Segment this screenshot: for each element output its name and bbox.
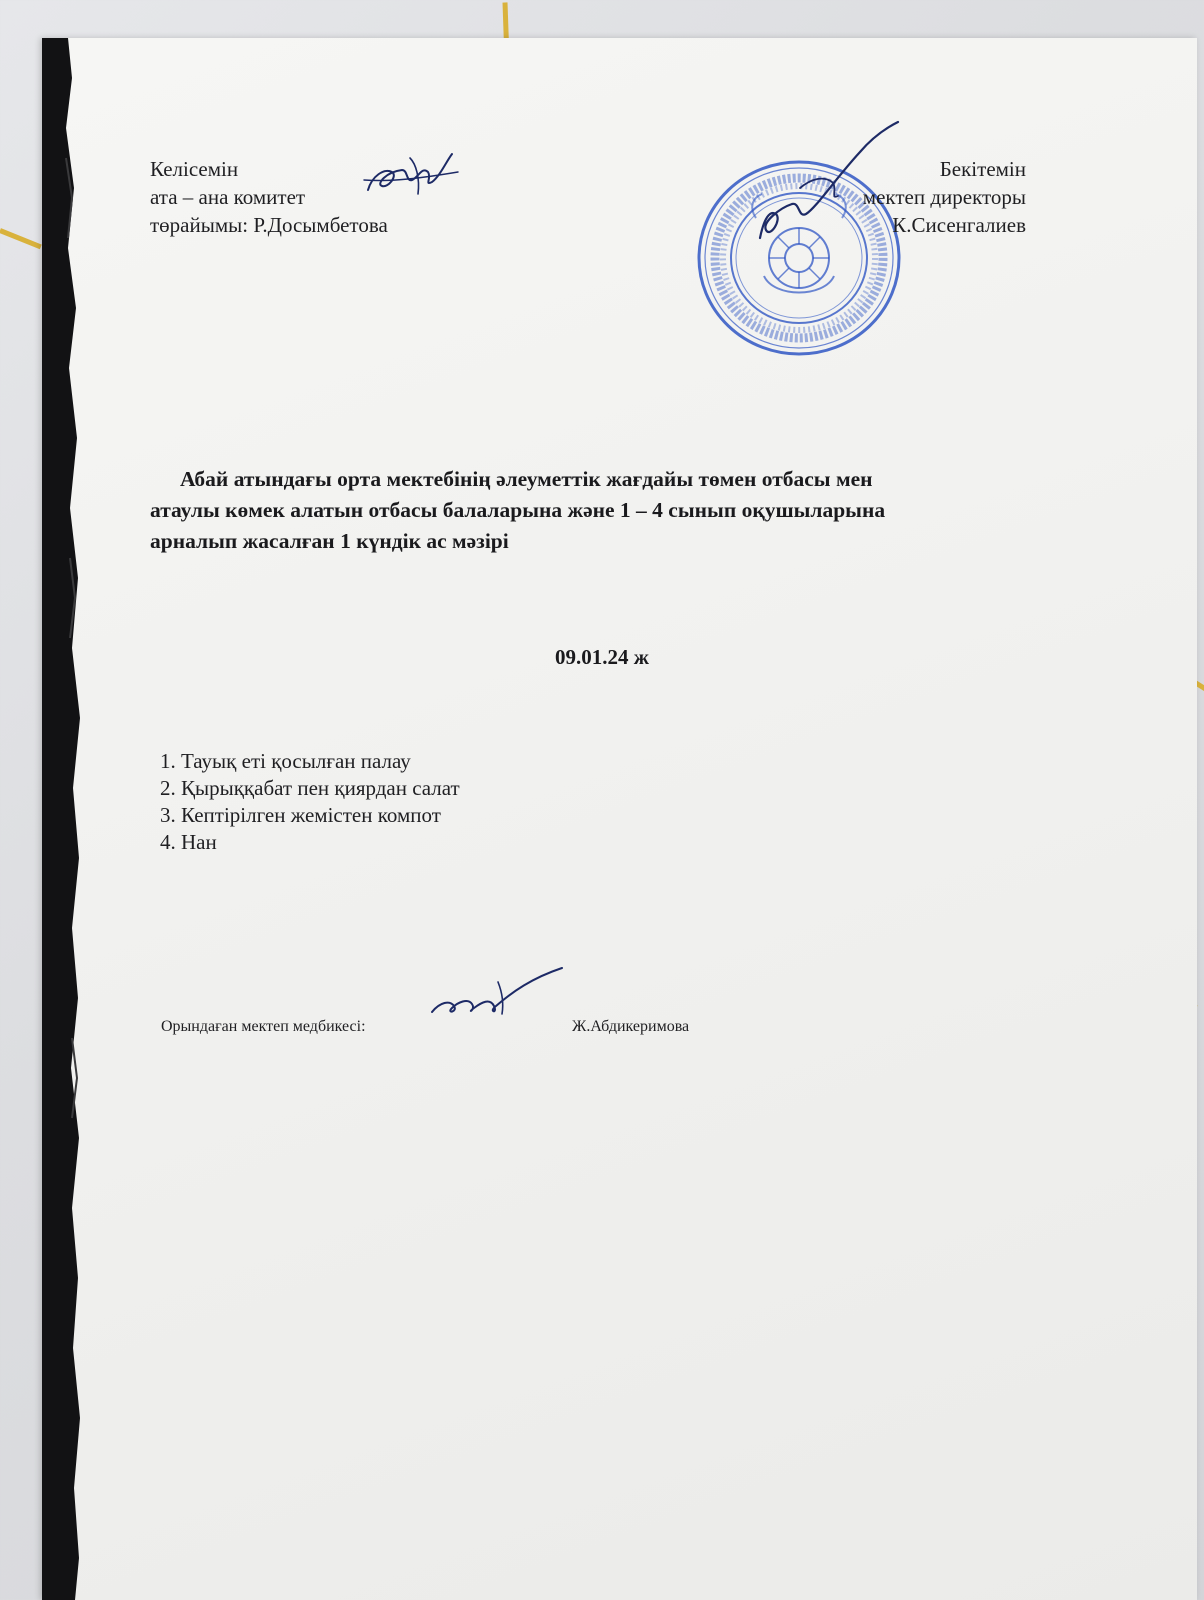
header-right — [863, 155, 1026, 239]
nurse-signature — [428, 962, 568, 1022]
nurse-label: Орындаған мектеп медбикесі: — [161, 1018, 366, 1035]
menu-item: 3. Кептірілген жемістен компот — [160, 803, 441, 827]
header-right-line2: мектеп директоры — [862, 185, 1026, 209]
title-line1: Абай атындағы орта мектебінің әлеуметтік жағдайы төмен отбасы мен — [180, 467, 873, 491]
nurse-name: Ж.Абдикеримова — [572, 1018, 690, 1035]
binding-strip — [42, 38, 82, 1600]
title-line2: атаулы көмек алатын отбасы балаларына және 1 – 4 сынып оқушыларына — [150, 498, 886, 522]
header-right-line3: К.Сисенгалиев — [892, 213, 1026, 237]
committee-signature — [362, 150, 462, 202]
menu-item: 4. Нан — [160, 830, 217, 854]
menu-date: 09.01.24 ж — [555, 645, 649, 669]
header-right-line1: Бекітемін — [939, 157, 1026, 181]
title-line3: арналып жасалған 1 күндік ас мәзірі — [150, 529, 509, 553]
header-left-line1: Келісемін — [150, 157, 239, 181]
menu-list — [160, 748, 460, 856]
document-title — [150, 464, 1080, 557]
header-left-line2: ата – ана комитет — [150, 185, 306, 209]
menu-item: 2. Қырыққабат пен қиярдан салат — [160, 776, 460, 800]
header-left-line3: төрайымы: Р.Досымбетова — [150, 213, 388, 237]
surface-gold-line — [503, 2, 509, 42]
surface-gold-line — [0, 228, 42, 249]
header-left — [150, 155, 388, 239]
menu-item: 1. Тауық еті қосылған палау — [160, 749, 411, 773]
